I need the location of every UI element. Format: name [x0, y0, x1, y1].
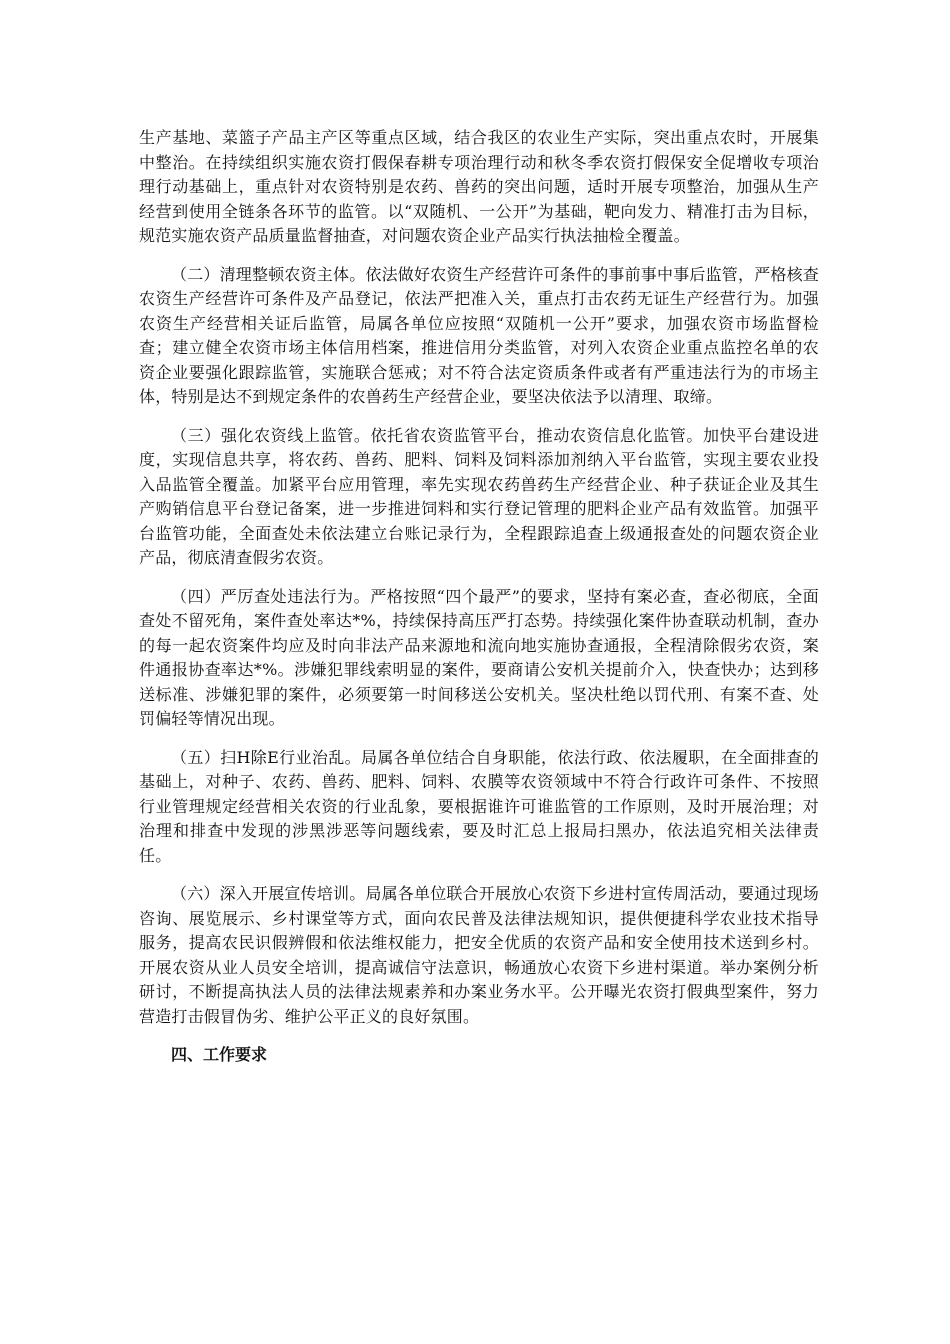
- document-page: [139, 126, 819, 1067]
- section-heading-work-requirements: 四、工作要求: [171, 1045, 268, 1064]
- paragraph-section-4: （四）严厉查处违法行为。严格按照“四个最严”的要求，坚持有案必查，查必彻底，全面查处不留死角，案件查处率达*%，持续保持高压严打态势。持续强化案件协查联动机制，查办的每一起农资案件均应及时向非法产品来源地和流向地实施协查通报，全程清除假劣农资，案件通报协查率达*%。涉嫌犯罪线索明显的案件，要商请公安机关提前介入，快查快办；达到移送标准、涉嫌犯罪的案件，必须要第一时间移送公安机关。坚决杜绝以罚代刑、有案不查、处罚偏轻等情况出现。: [139, 586, 819, 728]
- paragraph-section-3: （三）强化农资线上监管。依托省农资监管平台，推动农资信息化监管。加快平台建设进度，实现信息共享，将农药、兽药、肥料、饲料及饲料添加剂纳入平台监管，实现主要农业投入品监管全覆盖。加紧平台应用管理，率先实现农药兽药生产经营企业、种子获证企业及其生产购销信息平台登记备案，进一步推进饲料和实行登记管理的肥料企业产品有效监管。加强平台监管功能，全面查处未依法建立台账记录行为，全程跟踪追查上级通报查处的问题农资企业产品，彻底清查假劣农资。: [139, 425, 819, 567]
- paragraph-continuation: 生产基地、菜篮子产品主产区等重点区域，结合我区的农业生产实际，突出重点农时，开展集中整治。在持续组织实施农资打假保春耕专项治理行动和秋冬季农资打假保安全促增收专项治理行动基础上，重点针对农资特别是农药、兽药的突出问题，适时开展专项整治，加强从生产经营到使用全链条各环节的监管。以“双随机、一公开”为基础，靶向发力、精准打击为目标，规范实施农资产品质量监督抽查，对问题农资企业产品实行执法抽检全覆盖。: [139, 128, 819, 245]
- paragraph-section-2: （二）清理整顿农资主体。依法做好农资生产经营许可条件的事前事中事后监管，严格核查农资生产经营许可条件及产品登记，依法严把准入关，重点打击农药无证生产经营行为。加强农资生产经营相关证后监管，局属各单位应按照“双随机一公开”要求，加强农资市场监督检查；建立健全农资市场主体信用档案，推进信用分类监管，对列入农资企业重点监控名单的农资企业要强化跟踪监管，实施联合惩戒；对不符合法定资质条件或者有严重违法行为的市场主体，特别是达不到规定条件的农兽药生产经营企业，要坚决依法予以清理、取缔。: [139, 264, 820, 406]
- paragraph-section-5: （五）扫H除E行业治乱。局属各单位结合自身职能，依法行政、依法履职，在全面排查的基础上，对种子、农药、兽药、肥料、饲料、农膜等农资领域中不符合行政许可条件、不按照行业管理规定经营相关农资的行业乱象，要根据谁许可谁监管的工作原则，及时开展治理；对治理和排查中发现的涉黑涉恶等问题线索，要及时汇总上报局扫黑办，依法追究相关法律责任。: [139, 747, 819, 865]
- paragraph-section-6: （六）深入开展宣传培训。局属各单位联合开展放心农资下乡进村宣传周活动，要通过现场咨询、展览展示、乡村课堂等方式，面向农民普及法律法规知识，提供便捷科学农业技术指导服务，提高农民识假辨假和依法维权能力，把安全优质的农资产品和安全使用技术送到乡村。开展农资从业人员安全培训，提高诚信守法意识，畅通放心农资下乡进村渠道。举办案例分析研讨，不断提高执法人员的法律法规素养和办案业务水平。公开曝光农资打假典型案件，努力营造打击假冒伪劣、维护公平正义的良好氛围。: [139, 884, 820, 1026]
